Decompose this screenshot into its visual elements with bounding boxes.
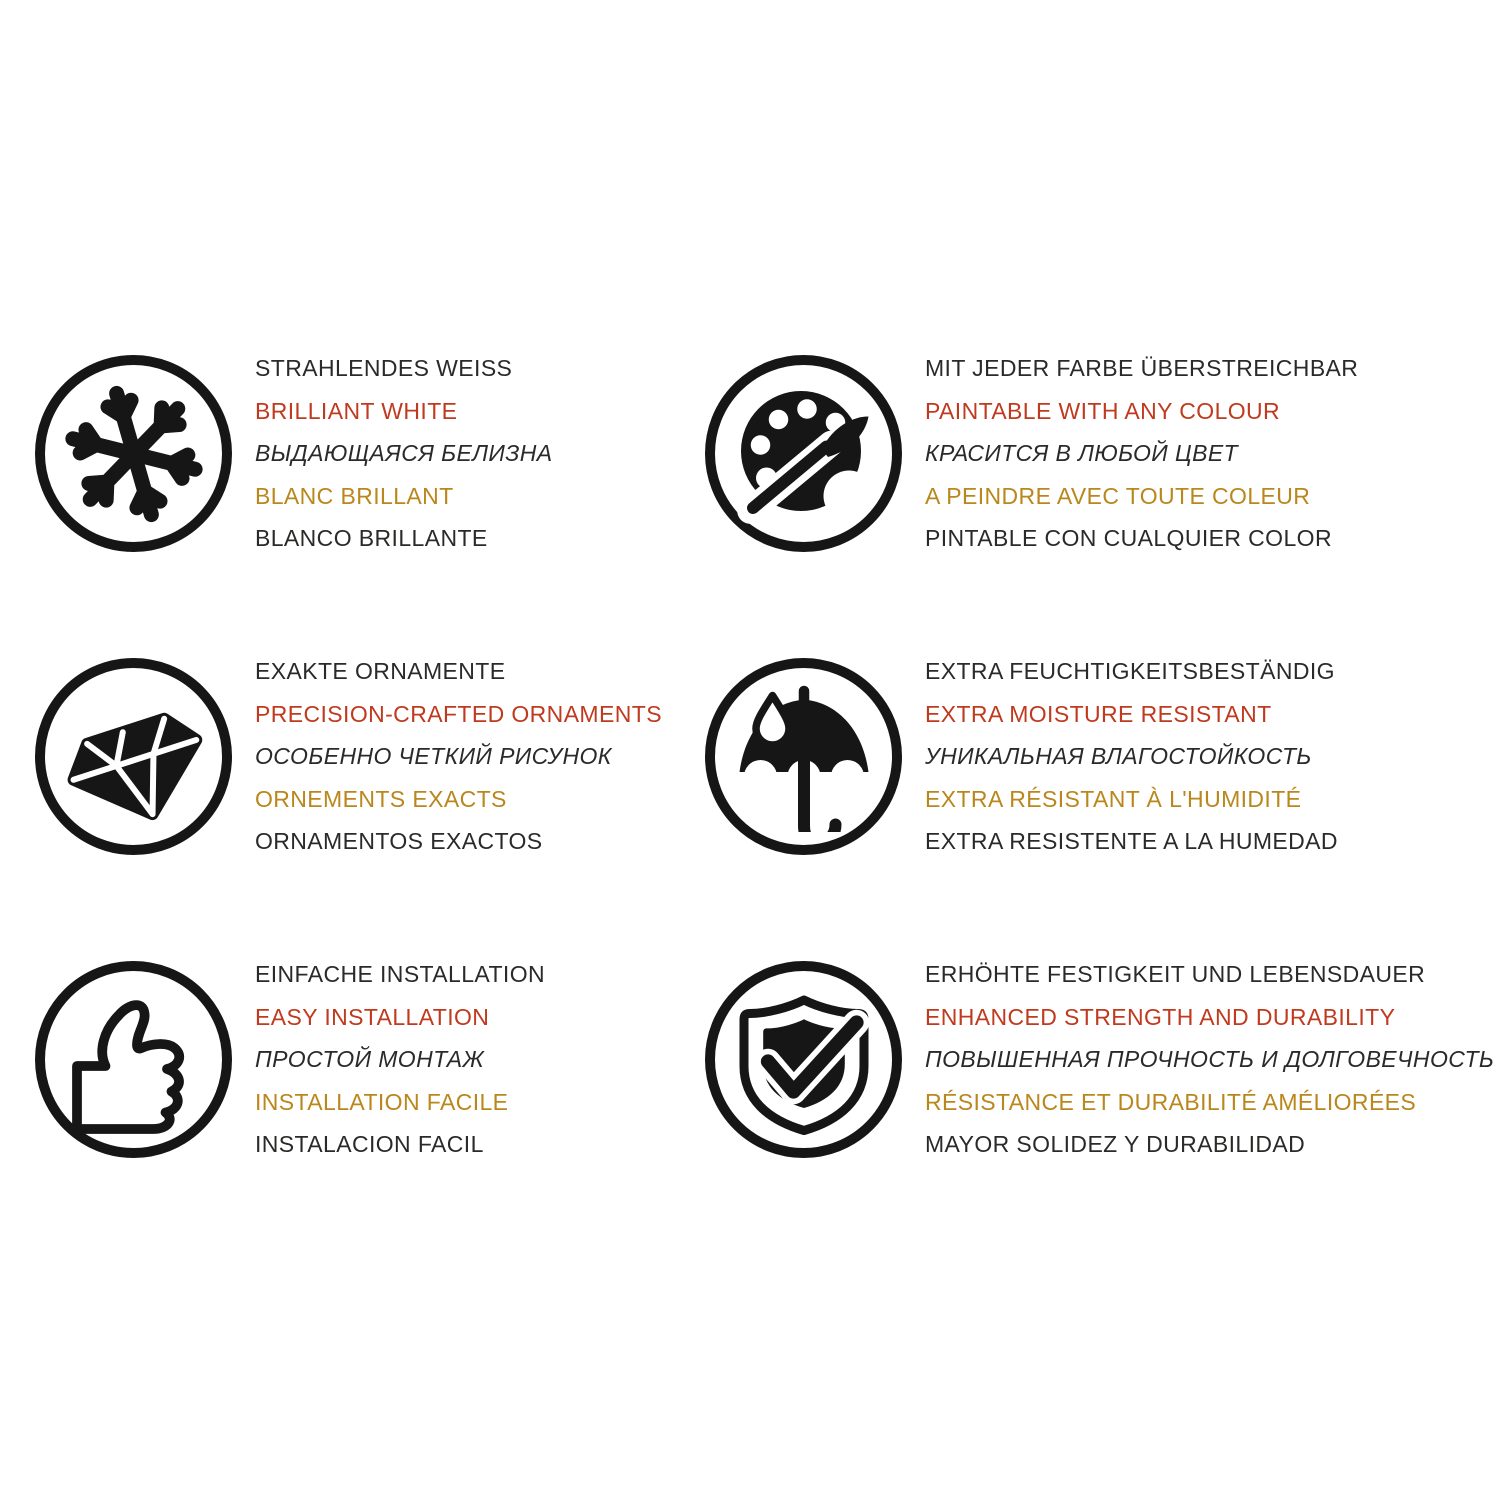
feature-brilliant-white [35, 347, 705, 560]
feature-line-ru: ПОВЫШЕННАЯ ПРОЧНОСТЬ И ДОЛГОВЕЧНОСТЬ [925, 1046, 1495, 1073]
feature-text-block [255, 953, 545, 1166]
feature-text-block [925, 953, 1494, 1166]
feature-text-block [255, 650, 662, 863]
feature-moisture-resistant [705, 650, 1500, 863]
feature-line-fr: ORNEMENTS EXACTS [255, 785, 507, 812]
feature-text-block [925, 347, 1358, 560]
feature-line-en: PAINTABLE WITH ANY COLOUR [925, 397, 1281, 424]
feature-line-ru: УНИКАЛЬНАЯ ВЛАГОСТОЙКОСТЬ [925, 743, 1312, 770]
feature-line-ru: КРАСИТСЯ В ЛЮБОЙ ЦВЕТ [925, 440, 1239, 467]
feature-line-de: STRAHLENDES WEISS [255, 355, 513, 382]
feature-line-ru: ВЫДАЮЩАЯСЯ БЕЛИЗНА [255, 440, 553, 467]
shield-check-icon [705, 961, 902, 1158]
feature-grid [35, 347, 1500, 1166]
feature-line-es: MAYOR SOLIDEZ Y DURABILIDAD [925, 1131, 1306, 1158]
feature-line-ru: ПРОСТОЙ МОНТАЖ [255, 1046, 484, 1073]
feature-line-es: PINTABLE CON CUALQUIER COLOR [925, 525, 1332, 552]
feature-line-en: EASY INSTALLATION [255, 1003, 490, 1030]
diamond-icon [35, 658, 232, 855]
feature-line-es: BLANCO BRILLANTE [255, 525, 488, 552]
feature-precision-ornaments [35, 650, 705, 863]
feature-line-fr: RÉSISTANCE ET DURABILITÉ AMÉLIORÉES [925, 1088, 1417, 1115]
feature-line-fr: INSTALLATION FACILE [255, 1088, 509, 1115]
feature-line-de: EXAKTE ORNAMENTE [255, 658, 506, 685]
feature-line-ru: ОСОБЕННО ЧЕТКИЙ РИСУНОК [255, 743, 612, 770]
feature-line-fr: EXTRA RÉSISTANT À L'HUMIDITÉ [925, 785, 1302, 812]
feature-easy-installation [35, 953, 705, 1166]
feature-text-block [925, 650, 1338, 863]
thumbs-up-icon [35, 961, 232, 1158]
feature-line-fr: A PEINDRE AVEC TOUTE COLEUR [925, 482, 1311, 509]
feature-line-en: BRILLIANT WHITE [255, 397, 458, 424]
feature-text-block [255, 347, 553, 560]
feature-line-es: INSTALACION FACIL [255, 1131, 484, 1158]
snowflake-icon [35, 355, 232, 552]
feature-line-fr: BLANC BRILLANT [255, 482, 454, 509]
feature-line-en: EXTRA MOISTURE RESISTANT [925, 700, 1272, 727]
feature-line-en: ENHANCED STRENGTH AND DURABILITY [925, 1003, 1396, 1030]
feature-line-de: EINFACHE INSTALLATION [255, 961, 545, 988]
feature-line-de: ERHÖHTE FESTIGKEIT UND LEBENSDAUER [925, 961, 1426, 988]
feature-line-es: EXTRA RESISTENTE A LA HUMEDAD [925, 828, 1338, 855]
feature-paintable [705, 347, 1500, 560]
feature-strength-durability [705, 953, 1500, 1166]
feature-line-en: PRECISION-CRAFTED ORNAMENTS [255, 700, 662, 727]
umbrella-icon [705, 658, 902, 855]
feature-line-de: EXTRA FEUCHTIGKEITSBESTÄNDIG [925, 658, 1335, 685]
paint-palette-icon [705, 355, 902, 552]
feature-line-de: MIT JEDER FARBE ÜBERSTREICHBAR [925, 355, 1359, 382]
feature-line-es: ORNAMENTOS EXACTOS [255, 828, 543, 855]
